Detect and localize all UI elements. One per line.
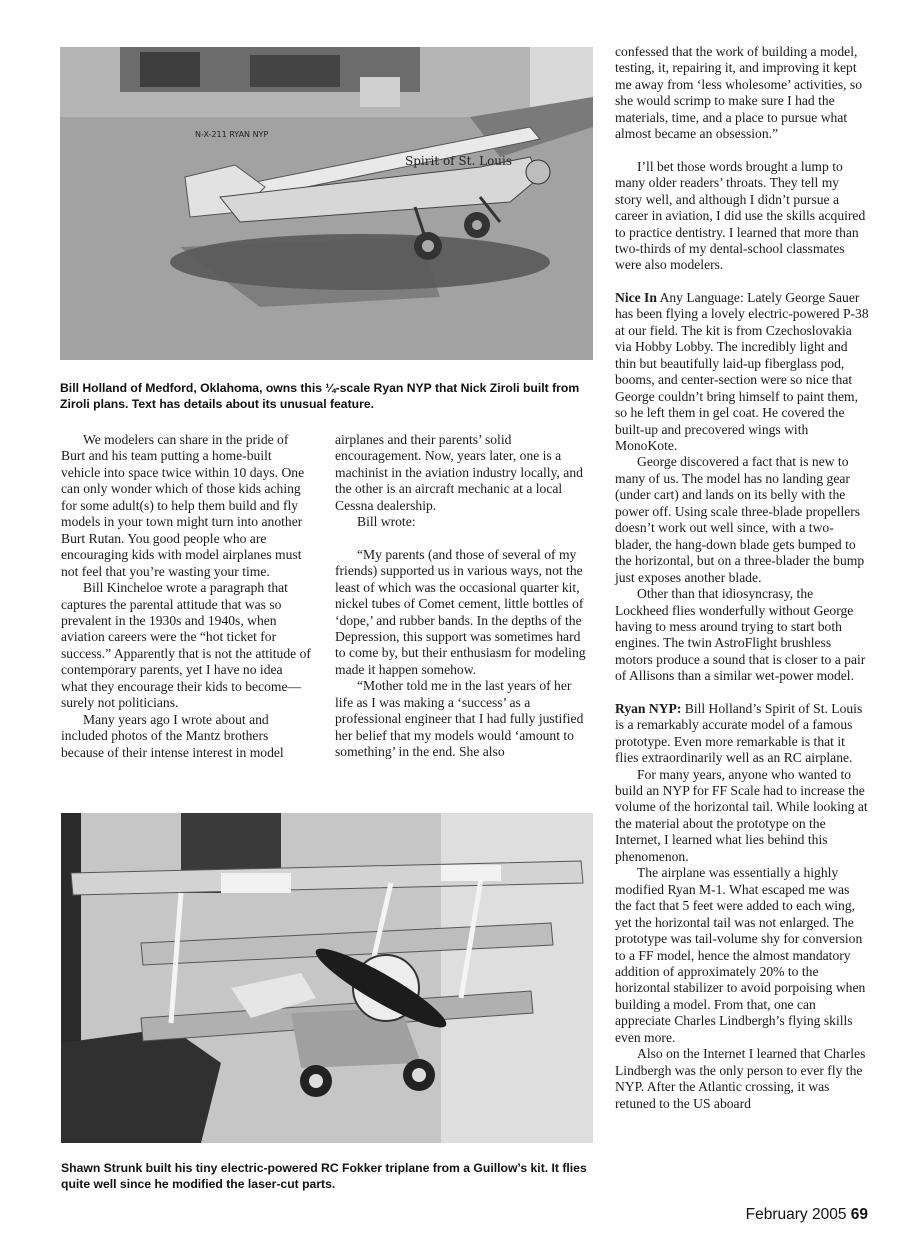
paragraph: Other than that idiosyncrasy, the Lockheed flies wonderfully without George having to mess around trying to start both engines. The twin AstroFlight brushless motors produce a sound that is closer to a pair of Allisons than a similar wet-power model.: [615, 586, 866, 684]
paragraph: airplanes and their parents’ solid encouragement. Now, years later, one is a machinist in the aviation industry locally, and the other is an aircraft mechanic at a local Cessna dealership.: [335, 432, 583, 513]
paragraph: Bill Kincheloe wrote a paragraph that captures the parental attitude that was so prevalent in the 1930s and 1940s, when aviation careers were the “hot ticket for success.” Apparently that is not the attitude of contemporary parents, yet I have no idea what they encourage their kids to become—surely not politicians.: [61, 580, 311, 711]
issue-date: February 2005: [745, 1206, 847, 1223]
page-footer: [746, 1206, 868, 1224]
quote-paragraph: “My parents (and those of several of my friends) supported us in various ways, not the least of which was the occasional quarter kit, nickel tubes of Comet cement, little bottles of ‘dope,’ and rubber bands. In the depths of the Depression, this support was sometimes hard to come by, but their enthusiasm for modeling made it happen somehow.: [335, 546, 586, 677]
section-paragraph: [615, 701, 869, 767]
article-column-3: [615, 44, 869, 1112]
paragraph: I’ll bet those words brought a lump to many older readers’ throats. They tell my story well, and although I didn’t pursue a career in aviation, I did use the skills acquired to practice dentistry. I learned that more than two-thirds of my dental-school classmates were also modelers.: [615, 158, 866, 273]
ryan-nyp-photo: [60, 47, 593, 360]
paragraph: confessed that the work of building a model, testing, it, repairing it, and improving it kept me away from ‘less wholesome’ activities, so she would scrimp to make sure I had the materials, time, and a place to pursue what almost became an obsession.”: [615, 44, 863, 142]
paragraph: We modelers can share in the pride of Burt and his team putting a home-built vehicle into space twice within 10 days. One can only wonder which of those kids aching for some adult(s) to help them build and fly models in your town might turn into another Burt Rutan. You good people who are encouraging kids with model airplanes must not feel that you’re wasting your time.: [61, 432, 305, 579]
ryan-nyp-caption: Bill Holland of Medford, Oklahoma, owns this ¼-scale Ryan NYP that Nick Ziroli built from Ziroli plans. Text has details about its unusual feature.: [60, 381, 580, 411]
cowl-lettering: Spirit of St. Louis: [405, 154, 513, 168]
section-heading: Ryan NYP:: [615, 700, 682, 716]
paragraph: Bill wrote:: [357, 514, 416, 530]
tail-lettering: N-X-211 RYAN NYP: [195, 130, 269, 139]
section-text: Any Language: Lately George Sauer has been flying a lovely electric-powered P-38 at our field. The kit is from Czechoslovakia via Hobby Lobby. The incredibly light and thin but beautifully laid-up fiberglass pod, booms, and center-section were so nice that George couldn’t bring himself to paint them, so he left them in gel coat. He covered the built-up and precovered wings with MonoKote.: [615, 289, 869, 453]
paragraph: Also on the Internet I learned that Charles Lindbergh was the only person to ever fly the NYP. After the Atlantic crossing, it was retuned to the US aboard: [615, 1046, 866, 1111]
article-column-2: [335, 432, 587, 761]
section-paragraph: [615, 290, 869, 455]
paragraph: For many years, anyone who wanted to build an NYP for FF Scale had to increase the volume of the horizontal tail. While looking at the material about the prototype on the Internet, I learned what lies behind this phenomenon.: [615, 766, 868, 864]
fokker-triplane-caption: Shawn Strunk built his tiny electric-powered RC Fokker triplane from a Guillow’s kit. It flies quite well since he modified the laser-cut parts.: [61, 1161, 587, 1191]
paragraph: George discovered a fact that is new to many of us. The model has no landing gear (under cart) and lands on its belly with the power off. Using scale three-blade propellers doesn’t work out well since, with a two-blader, the hang-down blade gets bumped to the horizontal, but on a three-blader the bump just exposes another blade.: [615, 454, 865, 585]
page-number: 69: [850, 1206, 868, 1223]
quote-paragraph: “Mother told me in the last years of her life as I was making a ‘success’ as a professional engineer that I had fully justified her belief that my models would ‘amount to something’ in the end. She also: [335, 678, 584, 760]
paragraph: The airplane was essentially a highly modified Ryan M-1. What escaped me was the fact that 5 feet were added to each wing, yet the horizontal tail was not enlarged. The prototype was tail-volume shy for conversion to a FF model, hence the almost mandatory addition of approximately 20% to the horizontal stabilizer to avoid porpoising when building a model. From that, one can appreciate Charles Lindbergh’s flying skills even more.: [615, 865, 866, 1045]
fokker-triplane-photo: [61, 813, 593, 1143]
fokker-triplane-illustration: [61, 813, 593, 1143]
ryan-nyp-illustration: [60, 47, 593, 360]
article-column-1: [61, 432, 311, 761]
paragraph: Many years ago I wrote about and included photos of the Mantz brothers because of their intense interest in model: [61, 711, 284, 760]
section-text: Bill Holland’s Spirit of St. Louis is a remarkably accurate model of a famous prototype. Even more remarkable is that it flies extraordinarily well as an RC airplane.: [615, 700, 863, 766]
section-heading: Nice In: [615, 289, 657, 305]
